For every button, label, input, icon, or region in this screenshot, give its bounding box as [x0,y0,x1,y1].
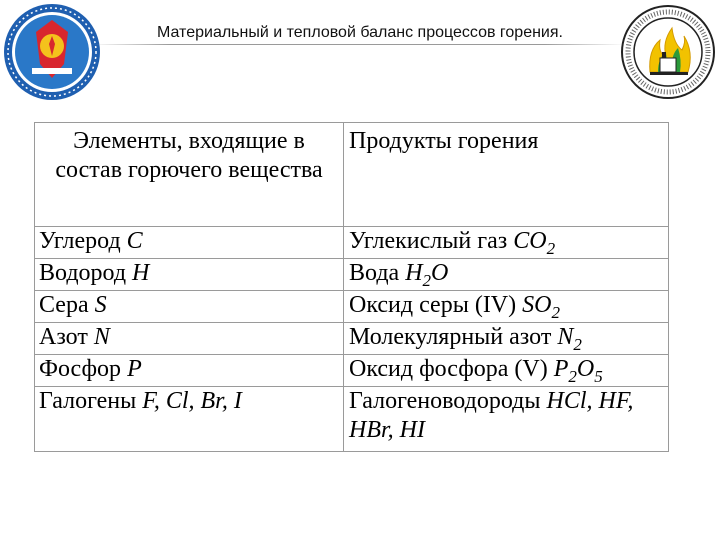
header-products: Продукты горения [344,123,669,227]
table-row [35,323,669,355]
slide-title: Материальный и тепловой баланс процессов горения. [157,24,563,41]
product-formula: $CO_2$ [513,228,556,258]
product-formula: $SO_2$ [522,292,560,322]
element-name: Водород [39,260,127,286]
element-symbol: C [126,228,143,254]
title-underline [90,44,625,45]
element-cell [35,291,344,323]
table-header-row [35,123,669,227]
combustion-products-table [34,122,669,452]
element-name: Фосфор [39,356,122,382]
product-name: Оксид серы (IV) [349,292,517,318]
product-name: Вода [349,260,400,286]
product-name: Молекулярный азот [349,324,552,350]
element-cell [35,323,344,355]
university-emblem-logo [2,2,102,102]
element-cell [35,387,344,452]
element-name: Азот [39,324,88,350]
product-formula: HCl, HF, HBr, HI [349,388,634,443]
product-formula: $N_2$ [557,324,582,354]
product-formula: $P_2O_5$ [553,356,603,386]
table-row [35,291,669,323]
element-cell [35,355,344,387]
product-formula: $H_2O$ [405,260,449,290]
table-row [35,227,669,259]
product-cell [344,355,669,387]
header-elements: Элементы, входящие в состав горючего вещества [35,123,344,227]
element-cell [35,227,344,259]
product-name: Галогеноводороды [349,388,541,414]
product-name: Углекислый газ [349,228,508,254]
element-name: Углерод [39,228,121,254]
product-cell [344,387,669,452]
element-symbol: P [127,356,142,382]
product-cell [344,323,669,355]
table-row [35,387,669,452]
table-row [35,259,669,291]
element-symbol: H [132,260,150,286]
table-row [35,355,669,387]
element-cell [35,259,344,291]
product-name: Оксид фосфора (V) [349,356,548,382]
element-symbol: N [93,324,110,350]
fire-safety-emblem-logo [620,2,716,102]
element-name: Галогены [39,388,137,414]
element-name: Сера [39,292,89,318]
product-cell [344,227,669,259]
product-cell [344,259,669,291]
element-symbol: S [94,292,107,318]
element-symbol: F, Cl, Br, I [142,388,242,414]
product-cell [344,291,669,323]
